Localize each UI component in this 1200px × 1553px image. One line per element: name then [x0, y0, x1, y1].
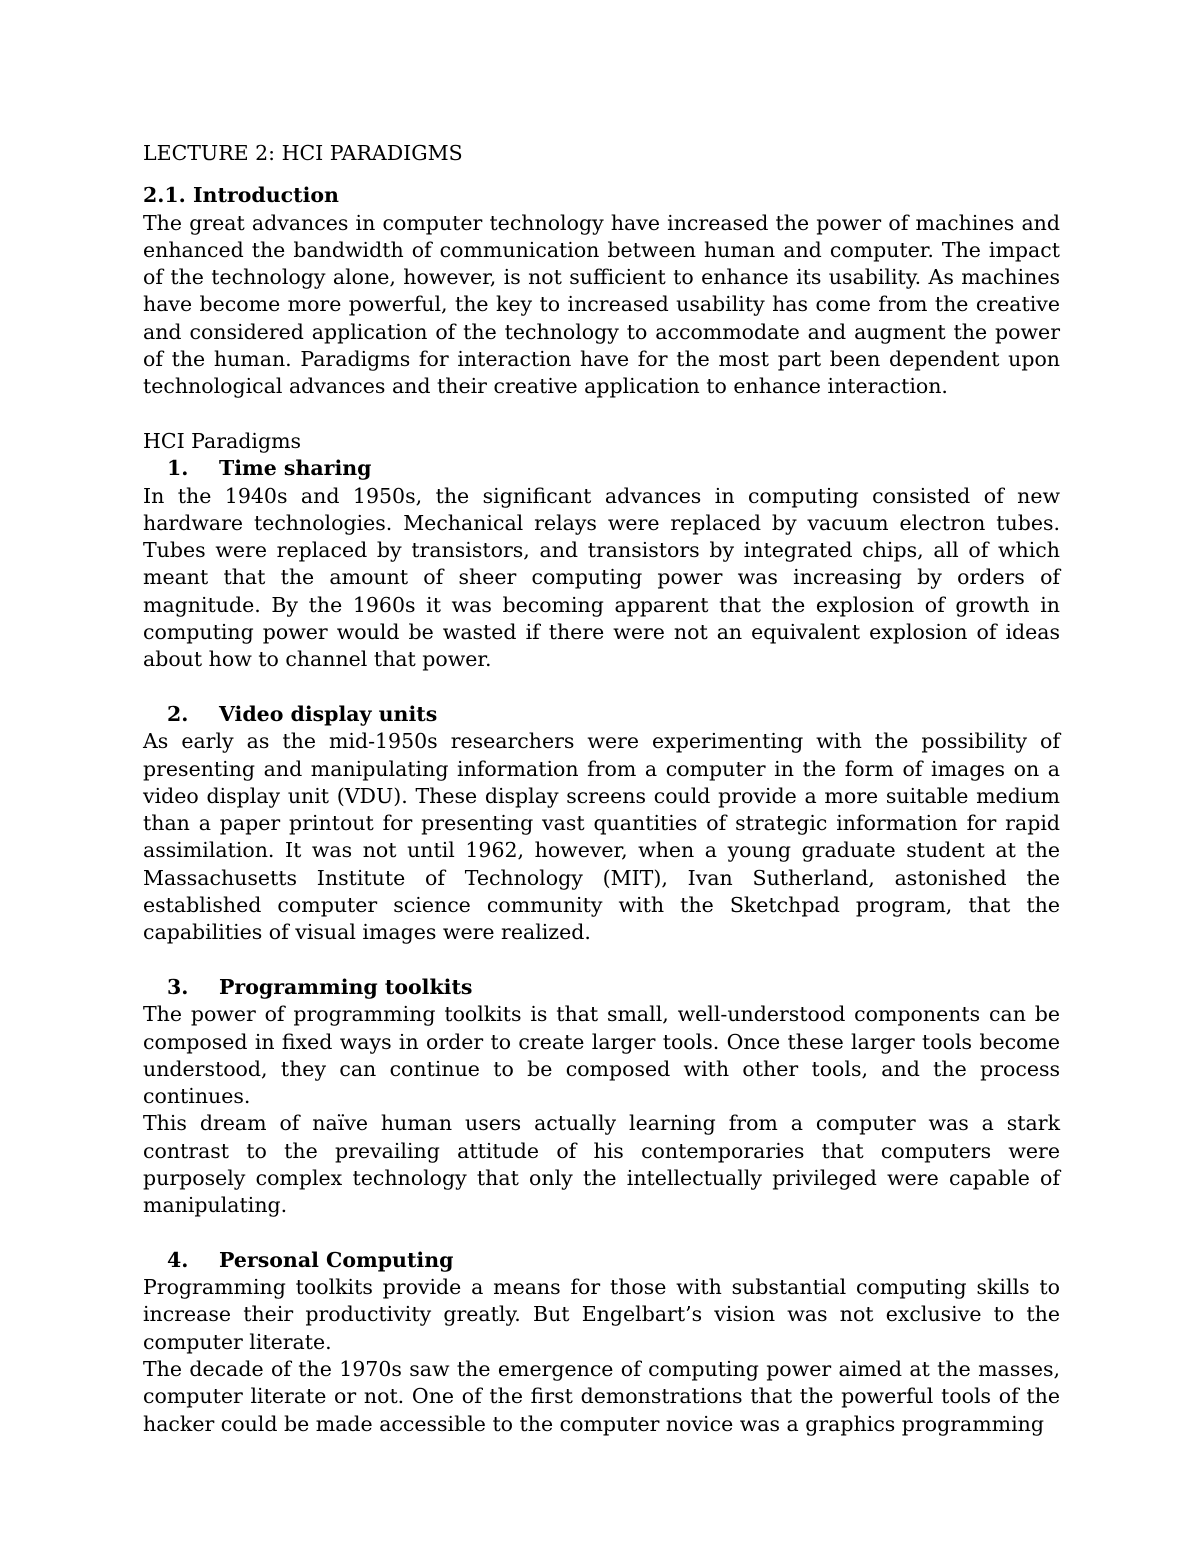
paradigm-label: Time sharing [219, 456, 372, 481]
spacer [143, 401, 1060, 428]
paradigm-number: 1. [167, 456, 189, 481]
paradigm-paragraph: In the 1940s and 1950s, the significant advances in computing consisted of new hardware technologies. Mechanical relays were replaced by vacuum electron tubes. Tubes were replaced by transistors, and transistors by integrated chips, all of which meant that the amount of sheer computing power was increasing by orders of magnitude. By the 1960s it was becoming apparent that the explosion of growth in computing power would be wasted if there were not an equivalent explosion of ideas about how to channel that power. [143, 483, 1060, 672]
spacer [143, 1220, 1060, 1247]
paradigm-number: 3. [167, 974, 189, 999]
paradigm-heading-programming-toolkits [143, 974, 1060, 1001]
lecture-title: LECTURE 2: HCI PARADIGMS [143, 141, 463, 165]
paradigm-label: Personal Computing [219, 1247, 454, 1272]
paradigm-number: 4. [167, 1247, 189, 1272]
paradigm-paragraph: Programming toolkits provide a means for those with substantial computing skills to increase their productivity greatly. But Engelbart’s vision was not exclusive to the computer literate. [143, 1275, 1060, 1354]
paradigm-paragraph: The decade of the 1970s saw the emergence of computing power aimed at the masses, computer literate or not. One of the first demonstrations that the powerful tools of the hacker could be made accessible to the computer novice was a graphics programming [143, 1357, 1060, 1436]
paradigm-heading-time-sharing [143, 455, 1060, 482]
paradigms-heading: HCI Paradigms [143, 428, 302, 453]
intro-heading-number: 2.1. [143, 183, 186, 208]
paradigm-paragraph: As early as the mid-1950s researchers were experimenting with the possibility of presenting and manipulating information from a computer in the form of images on a video display unit (VDU). These display screens could provide a more suitable medium than a paper printout for presenting vast quantities of strategic information for rapid assimilation. It was not until 1962, however, when a young graduate student at the Massachusetts Institute of Technology (MIT), Ivan Sutherland, astonished the established computer science community with the Sketchpad program, that the capabilities of visual images were realized. [143, 729, 1060, 945]
paradigm-paragraph: The power of programming toolkits is that small, well-understood components can be composed in fixed ways in order to create larger tools. Once these larger tools become understood, they can continue to be composed with other tools, and the process continues. [143, 1002, 1060, 1109]
intro-paragraph: The great advances in computer technology have increased the power of machines and enhanced the bandwidth of communication between human and computer. The impact of the technology alone, however, is not sufficient to enhance its usability. As machines have become more powerful, the key to increased usability has come from the creative and considered application of the technology to accommodate and augment the power of the human. Paradigms for interaction have for the most part been dependent upon technological advances and their creative application to enhance interaction. [143, 210, 1060, 399]
intro-heading [143, 182, 1060, 209]
paradigm-number: 2. [167, 701, 189, 726]
paradigm-label: Programming toolkits [219, 974, 473, 999]
paradigm-heading-video-display-units [143, 701, 1060, 728]
intro-heading-label: Introduction [192, 183, 339, 208]
spacer [143, 674, 1060, 701]
paradigm-paragraph: This dream of naïve human users actually learning from a computer was a stark contrast to the prevailing attitude of his contemporaries that computers were purposely complex technology that only the intellectually privileged were capable of manipulating. [143, 1111, 1060, 1218]
paradigm-heading-personal-computing [143, 1247, 1060, 1274]
spacer [143, 947, 1060, 974]
paradigm-label: Video display units [219, 701, 438, 726]
document-page [143, 140, 1060, 1438]
